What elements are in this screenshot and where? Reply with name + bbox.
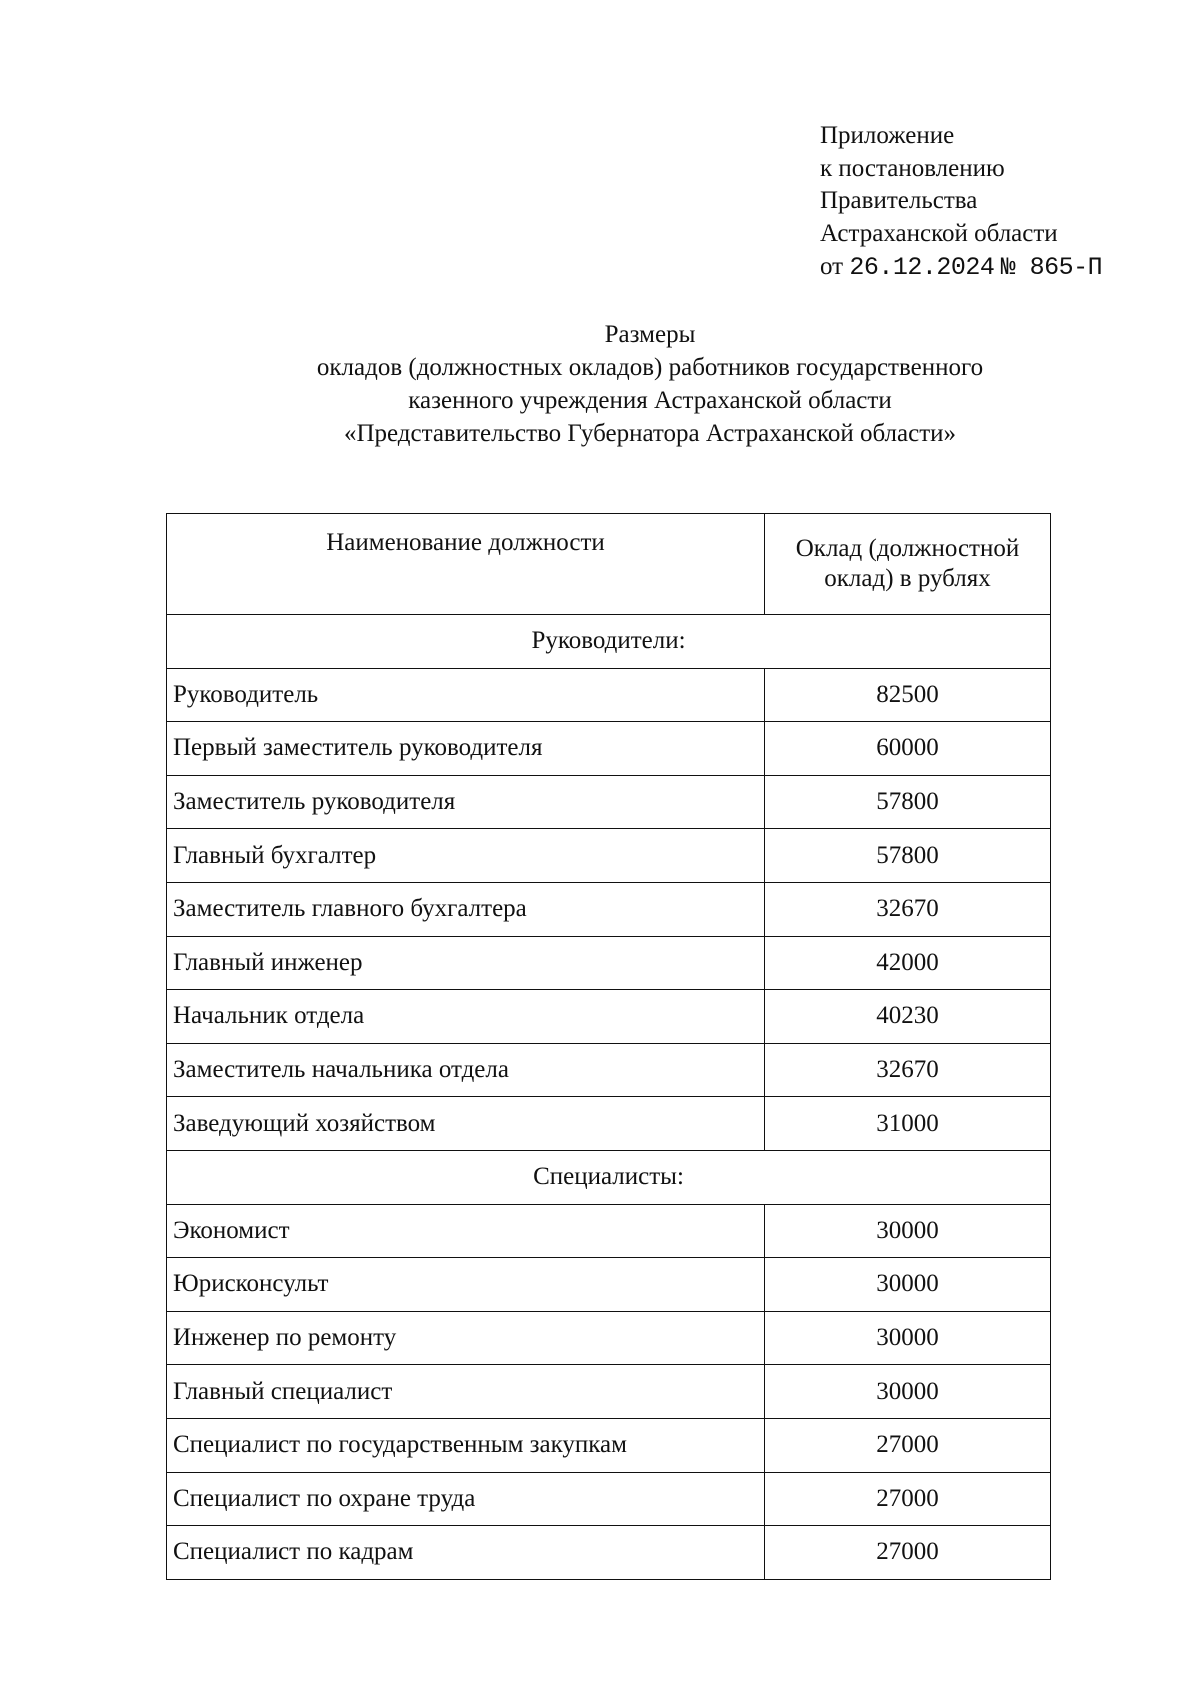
table-row [167,990,1051,1044]
appendix-line: Приложение [820,122,955,149]
position-cell: Заместитель руководителя [167,775,765,829]
table-row [167,1311,1051,1365]
salary-cell: 27000 [765,1472,1051,1526]
header-salary: Оклад (должностной оклад) в рублях [765,514,1051,615]
position-cell: Экономист [167,1204,765,1258]
appendix-line: к постановлению [820,154,1005,182]
appendix-date-line [820,251,1102,285]
title-line: Размеры [604,321,696,348]
position-cell: Заместитель начальника отдела [167,1043,765,1097]
position-cell: Специалист по государственным закупкам [167,1418,765,1472]
position-cell: Специалист по охране труда [167,1472,765,1526]
table-row [167,722,1051,776]
salary-cell: 27000 [765,1526,1051,1580]
position-cell: Заведующий хозяйством [167,1097,765,1151]
position-cell: Инженер по ремонту [167,1311,765,1365]
table-row [167,1097,1051,1151]
table-row [167,775,1051,829]
salary-cell: 27000 [765,1418,1051,1472]
position-cell: Заместитель главного бухгалтера [167,882,765,936]
title-line: окладов (должностных окладов) работников государственного [316,354,984,381]
table-row [167,936,1051,990]
salary-cell: 42000 [765,936,1051,990]
date-stamp: 26.12.2024 [849,252,995,282]
section-row [167,615,1051,669]
position-cell: Главный бухгалтер [167,829,765,883]
table-row [167,1526,1051,1580]
section-title: Специалисты: [167,1150,1051,1204]
table-row [167,1258,1051,1312]
date-prefix: от [820,252,844,280]
document-title [0,318,1200,450]
salary-cell: 32670 [765,882,1051,936]
position-cell: Начальник отдела [167,990,765,1044]
salary-cell: 31000 [765,1097,1051,1151]
salary-cell: 30000 [765,1258,1051,1312]
position-cell: Первый заместитель руководителя [167,722,765,776]
salary-cell: 82500 [765,668,1051,722]
position-cell: Юрисконсульт [167,1258,765,1312]
section-title: Руководители: [167,615,1051,669]
section-row [167,1150,1051,1204]
table-row [167,1365,1051,1419]
number-stamp: № 865-П [1000,252,1103,282]
salary-table [166,513,1051,1580]
title-line: «Представительство Губернатора Астраханской области» [343,420,957,447]
position-cell: Главный специалист [167,1365,765,1419]
table-row [167,668,1051,722]
salary-cell: 32670 [765,1043,1051,1097]
salary-cell: 60000 [765,722,1051,776]
salary-cell: 30000 [765,1311,1051,1365]
position-cell: Главный инженер [167,936,765,990]
salary-cell: 30000 [765,1204,1051,1258]
table-header-row [167,514,1051,615]
table-row [167,882,1051,936]
salary-cell: 57800 [765,829,1051,883]
position-cell: Специалист по кадрам [167,1526,765,1580]
table-row [167,1472,1051,1526]
appendix-line: Правительства [820,187,978,215]
table-row [167,1418,1051,1472]
header-position: Наименование должности [167,514,765,615]
table-row [167,829,1051,883]
title-line: казенного учреждения Астраханской области [408,387,892,414]
table-row [167,1204,1051,1258]
appendix-block [820,120,1102,285]
table-row [167,1043,1051,1097]
position-cell: Руководитель [167,668,765,722]
salary-cell: 40230 [765,990,1051,1044]
salary-cell: 30000 [765,1365,1051,1419]
appendix-line: Астраханской области [820,220,1058,248]
salary-cell: 57800 [765,775,1051,829]
